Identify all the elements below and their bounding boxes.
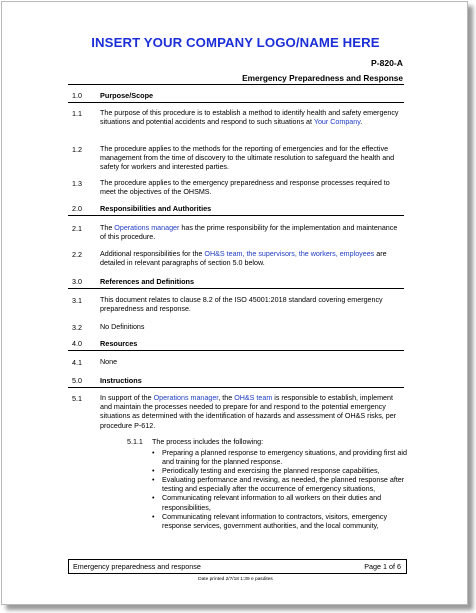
- text-run: are detailed in relevant paragraphs of section 5.0 below.: [100, 250, 387, 268]
- role-field: Operations manager: [114, 224, 180, 232]
- paragraph-number: 1.1: [72, 109, 82, 118]
- list-item: [152, 494, 407, 512]
- role-field: OH&S team: [234, 394, 273, 402]
- list-item: [152, 467, 407, 476]
- text-run: The: [100, 224, 115, 232]
- bullet-icon: •: [152, 476, 155, 485]
- paragraph-number: 2.2: [72, 250, 82, 259]
- footer-document-name: Emergency preparedness and response: [73, 562, 201, 571]
- paragraph-number: 4.1: [72, 358, 82, 367]
- paragraph-number: 3.1: [72, 296, 82, 305]
- section-rule: [68, 350, 404, 351]
- subparagraph-number: 5.1.1: [127, 438, 143, 446]
- paragraph-number: 3.2: [72, 323, 82, 332]
- paragraph-text: The procedure applies to the emergency preparedness and response processes required to meet the objectives of the OHSMS.: [100, 179, 390, 197]
- bullet-icon: •: [152, 449, 155, 457]
- subparagraph-text: The process includes the following:: [152, 438, 264, 446]
- role-field: Operations manager: [153, 394, 219, 402]
- text-run: , the: [218, 394, 235, 402]
- print-date: Date printed 2/7/18 1:39 e pasdites: [198, 577, 273, 582]
- paragraph-text: [100, 224, 405, 242]
- paragraph-text: None: [100, 358, 118, 366]
- section-rule: [68, 288, 404, 289]
- section-heading: References and Definitions: [100, 277, 195, 286]
- bullet-icon: •: [152, 494, 155, 503]
- section-number: 5.0: [72, 376, 82, 385]
- paragraph-number: 2.1: [72, 224, 82, 233]
- paragraph-number: 5.1: [72, 394, 82, 403]
- bullet-icon: •: [152, 467, 155, 476]
- page-indicator: Page 1 of 6: [364, 562, 401, 571]
- section-number: 4.0: [72, 339, 82, 348]
- bullet-icon: •: [152, 512, 155, 521]
- list-item: [152, 449, 407, 467]
- section-number: 3.0: [72, 277, 82, 286]
- paragraph-text: [100, 109, 405, 127]
- text-run: Additional responsibilities for the: [100, 250, 205, 258]
- list-item-text: Communicating relevant information to contractors, visitors, emergency response services, government authorities, and the local community,: [162, 512, 388, 530]
- document-number: P-820-A: [371, 58, 403, 68]
- text-run: .: [360, 118, 363, 127]
- section-rule: [68, 387, 404, 388]
- list-item-text: Communicating relevant information to all workers on their duties and responsibilities,: [162, 494, 382, 512]
- company-logo-placeholder: INSERT YOUR COMPANY LOGO/NAME HERE: [91, 35, 380, 50]
- text-run: has the prime responsibility for the implementation and maintenance of this procedure.: [100, 224, 398, 242]
- paragraph-text: The procedure applies to the methods for the reporting of emergencies and for the effective management from the time of discovery to the ultimate resolution to safeguard the health and safety for workers and interested parties.: [100, 145, 395, 172]
- text-run: The purpose of this procedure is to establish a method to identify health and safety emergency situations and potential accidents and respond to such situations at: [100, 109, 399, 127]
- list-item-text: Evaluating performance and revising, as needed, the planned response after testing and especially after the occurrence of emergency situations,: [162, 476, 405, 494]
- header-rule: [68, 84, 404, 85]
- paragraph-text: [100, 250, 405, 268]
- company-name-field: Your Company: [313, 118, 361, 127]
- paragraph-number: 1.2: [72, 145, 82, 154]
- text-run: is responsible to establish, implement and maintain the processes needed to prepare for and respond to the potential emergency situations as determined with the identification of hazards and assessment of OH&S risks, per procedure P-612.: [100, 394, 397, 430]
- section-heading: Instructions: [100, 376, 142, 385]
- section-number: 2.0: [72, 204, 82, 213]
- section-rule: [68, 102, 404, 103]
- section-number: 1.0: [72, 91, 82, 100]
- list-item-text: Preparing a planned response to emergency situations, and providing first aid and training for the planned response.: [162, 449, 407, 467]
- paragraph-number: 1.3: [72, 179, 82, 188]
- paragraph-text: This document relates to clause 8.2 of the ISO 45001:2018 standard covering emergency preparedness and response.: [100, 296, 383, 314]
- text-run: In support of the: [100, 394, 154, 402]
- section-rule: [68, 215, 404, 216]
- role-field: OH&S team, the supervisors, the workers, employees: [204, 250, 375, 258]
- paragraph-text: [100, 394, 405, 431]
- section-heading: Resources: [100, 339, 138, 348]
- list-item: [152, 476, 407, 494]
- instruction-list: [152, 449, 407, 531]
- list-item-text: Periodically testing and exercising the planned response capabilities,: [162, 467, 380, 476]
- document-title: Emergency Preparedness and Response: [242, 73, 403, 83]
- document-page: [1, 1, 468, 605]
- section-heading: Responsibilities and Authorities: [100, 204, 212, 213]
- section-heading: Purpose/Scope: [100, 91, 154, 100]
- paragraph-text: No Definitions: [100, 323, 145, 331]
- list-item: [152, 513, 407, 531]
